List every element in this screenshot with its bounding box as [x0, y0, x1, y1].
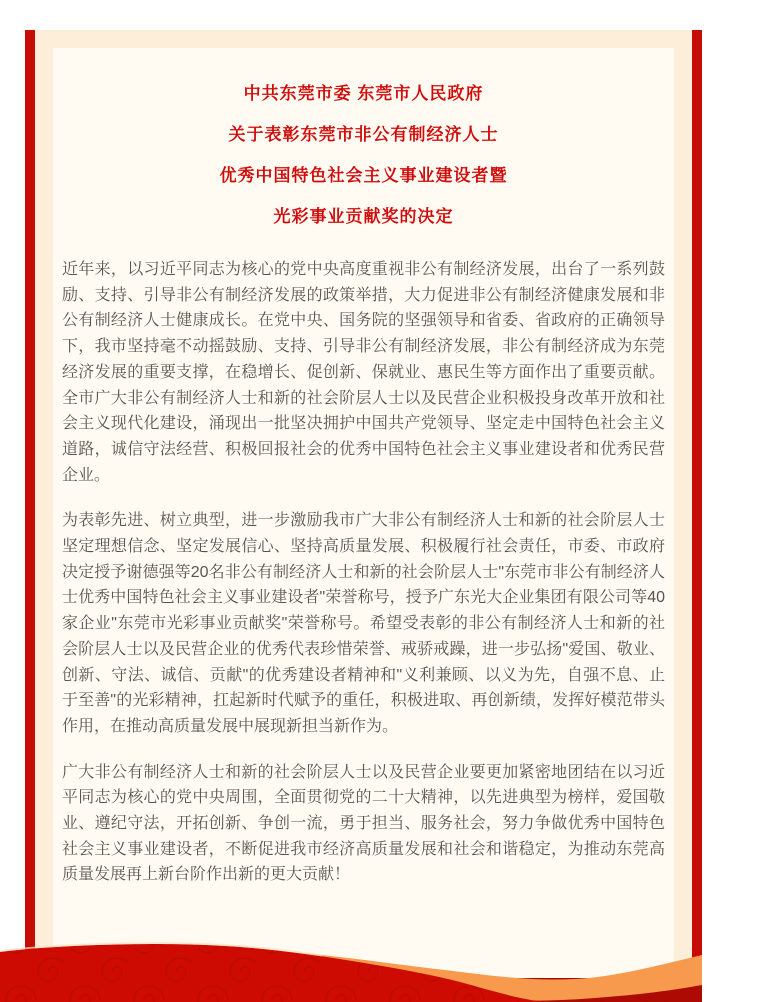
card-body	[53, 48, 674, 1002]
bottom-wave-decoration	[0, 930, 702, 1002]
document-title	[62, 73, 665, 237]
document-paragraph-2: 为表彰先进、树立典型，进一步激励我市广大非公有制经济人士和新的社会阶层人士坚定理想信念、坚定发展信心、坚持高质量发展、积极履行社会责任，市委、市政府决定授予谢德强等20名非公有制经济人士和新的社会阶层人士"东莞市非公有制经济人士优秀中国特色社会主义事业建设者"荣誉称号，授予广东光大企业集团有限公司等40家企业"东莞市光彩事业贡献奖"荣誉称号。希望受表彰的非公有制经济人士和新的社会阶层人士以及民营企业的优秀代表珍惜荣誉、戒骄戒躁，进一步弘扬"爱国、敬业、创新、守法、诚信、贡献"的优秀建设者精神和"义利兼顾、以义为先，自强不息、止于至善"的光彩精神，扛起新时代赋予的重任，积极进取、再创新绩，发挥好模范带头作用，在推动高质量发展中展现新担当新作为。	[62, 512, 665, 735]
announcement-card	[25, 30, 702, 1002]
document-title-line-4: 光彩事业贡献奖的决定	[273, 207, 454, 226]
card-frame	[35, 30, 692, 1002]
document-paragraph-3: 广大非公有制经济人士和新的社会阶层人士以及民营企业要更加紧密地团结在以习近平同志为核心的党中央周围，全面贯彻党的二十大精神，以先进典型为榜样，爱国敬业、遵纪守法，开拓创新、争创一流，勇于担当、服务社会，努力争做优秀中国特色社会主义事业建设者，不断促进我市经济高质量发展和社会和谐稳定，为推动东莞高质量发展再上新台阶作出新的更大贡献！	[62, 763, 665, 884]
document-paragraph-1: 近年来，以习近平同志为核心的党中央高度重视非公有制经济发展，出台了一系列鼓励、支持、引导非公有制经济发展的政策举措，大力促进非公有制经济健康发展和非公有制经济人士健康成长。在党中央、国务院的坚强领导和省委、省政府的正确领导下，我市坚持毫不动摇鼓励、支持、引导非公有制经济发展，非公有制经济成为东莞经济发展的重要支撑，在稳增长、促创新、保就业、惠民生等方面作出了重要贡献。全市广大非公有制经济人士和新的社会阶层人士以及民营企业积极投身改革开放和社会主义现代化建设，涌现出一批坚决拥护中国共产党领导、坚定走中国特色社会主义道路，诚信守法经营、积极回报社会的优秀中国特色社会主义事业建设者和优秀民营企业。	[62, 261, 665, 484]
document-title-line-3: 优秀中国特色社会主义事业建设者暨	[219, 166, 508, 185]
announcement-poster	[0, 30, 702, 1002]
document-title-line-1: 中共东莞市委 东莞市人民政府	[243, 84, 484, 103]
document-title-line-2: 关于表彰东莞市非公有制经济人士	[228, 125, 499, 144]
